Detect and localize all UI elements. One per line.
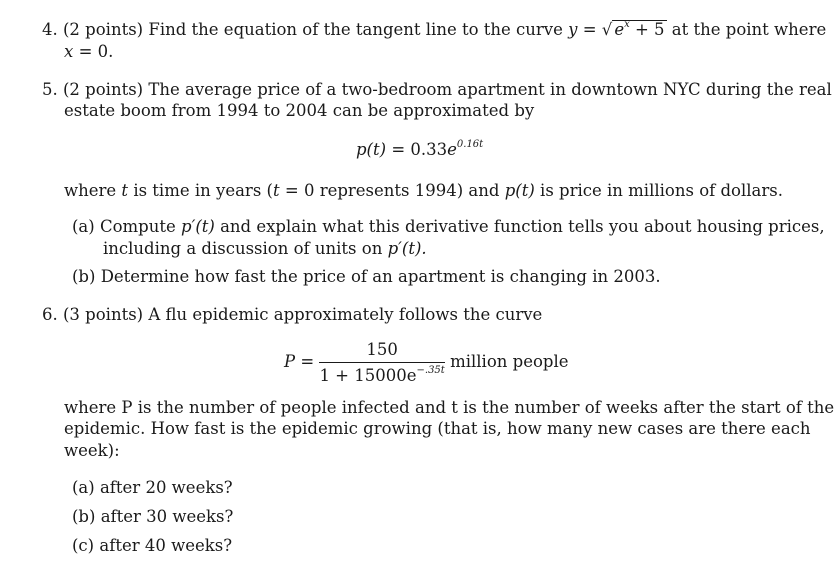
part-label: (b) — [72, 267, 96, 286]
where-t: t — [121, 181, 129, 200]
part-function: p′(t). — [387, 239, 427, 258]
where-mid: is time in years ( — [133, 181, 273, 200]
problem-text: The average price of a two-bedroom apartment in downtown NYC during the real — [148, 80, 832, 99]
problem-text: A flu epidemic approximately follows the curve — [148, 305, 543, 324]
sqrt-base: e — [614, 20, 625, 39]
formula-equals: = 0.33 — [391, 140, 448, 159]
problem-text: Find the equation of the tangent line to the curve — [148, 20, 563, 39]
equation-equals: = — [582, 20, 597, 39]
formula-fraction — [319, 340, 444, 385]
part-text: including a discussion of units on — [103, 239, 383, 258]
sqrt-sign: √ — [601, 20, 613, 39]
sqrt-tail: + 5 — [634, 20, 665, 39]
denominator-base: 1 + 15000e — [319, 366, 417, 385]
part-label: (a) — [72, 478, 95, 497]
problem-5b — [72, 267, 661, 286]
where-end: is price in millions of dollars. — [540, 181, 783, 200]
problem-number: 5. — [42, 80, 58, 99]
problem-6-para-line3: week): — [64, 441, 120, 460]
part-text: Determine how fast the price of an apartment is changing in 2003. — [100, 267, 661, 286]
problem-5a-line1 — [72, 217, 825, 236]
part-label: (a) — [72, 217, 95, 236]
part-text: Compute — [99, 217, 176, 236]
part-text: after 40 weeks? — [99, 536, 233, 555]
where-p: p(t) — [504, 181, 535, 200]
epidemic-formula — [284, 340, 569, 385]
problem-5-line1 — [42, 80, 832, 99]
sqrt-exponent: x — [624, 19, 630, 30]
formula-unit: million people — [450, 352, 569, 371]
problem-text-after: at the point where — [671, 20, 827, 39]
part-label: (b) — [72, 507, 96, 526]
problem-6a — [72, 478, 233, 497]
problem-4-line2 — [64, 42, 113, 61]
equation-lhs: y — [568, 20, 578, 39]
problem-5a-line2 — [103, 239, 427, 258]
formula-equals: = — [300, 352, 315, 371]
problem-6c — [72, 536, 232, 555]
price-formula — [356, 140, 483, 159]
problem-5-line2: estate boom from 1994 to 2004 can be approximated by — [64, 101, 535, 120]
problem-6b — [72, 507, 233, 526]
formula-exponent: 0.16t — [456, 139, 484, 150]
sqrt-radicand — [612, 20, 666, 42]
where-t2: t — [272, 181, 280, 200]
part-label: (c) — [72, 536, 95, 555]
part-text: after 30 weeks? — [100, 507, 234, 526]
problem-points: (3 points) — [63, 305, 144, 324]
problem-number: 6. — [42, 305, 58, 324]
point-value: = 0. — [78, 42, 114, 61]
problem-points: (2 points) — [63, 80, 144, 99]
problem-5-where — [64, 181, 783, 200]
formula-lhs: p(t) — [356, 140, 387, 159]
formula-base: e — [447, 140, 457, 159]
problem-4-line1 — [42, 20, 826, 42]
fraction-numerator: 150 — [319, 340, 444, 363]
part-text: and explain what this derivative function tells you about housing prices, — [220, 217, 825, 236]
where-mid2: = 0 represents 1994) and — [284, 181, 500, 200]
point-variable: x — [64, 42, 74, 61]
part-function: p′(t) — [181, 217, 215, 236]
problem-6-para-line1: where P is the number of people infected and t is the number of weeks after the start of the — [64, 398, 835, 417]
problem-points: (2 points) — [63, 20, 144, 39]
formula-lhs: P — [284, 352, 296, 371]
where-prefix: where — [64, 181, 117, 200]
problem-6-para-line2: epidemic. How fast is the epidemic growing (that is, how many new cases are there each — [64, 419, 811, 438]
denominator-exponent: −.35t — [416, 365, 445, 376]
problem-6-line1 — [42, 305, 542, 324]
fraction-denominator — [319, 363, 444, 385]
part-text: after 20 weeks? — [99, 478, 233, 497]
problem-number: 4. — [42, 20, 58, 39]
